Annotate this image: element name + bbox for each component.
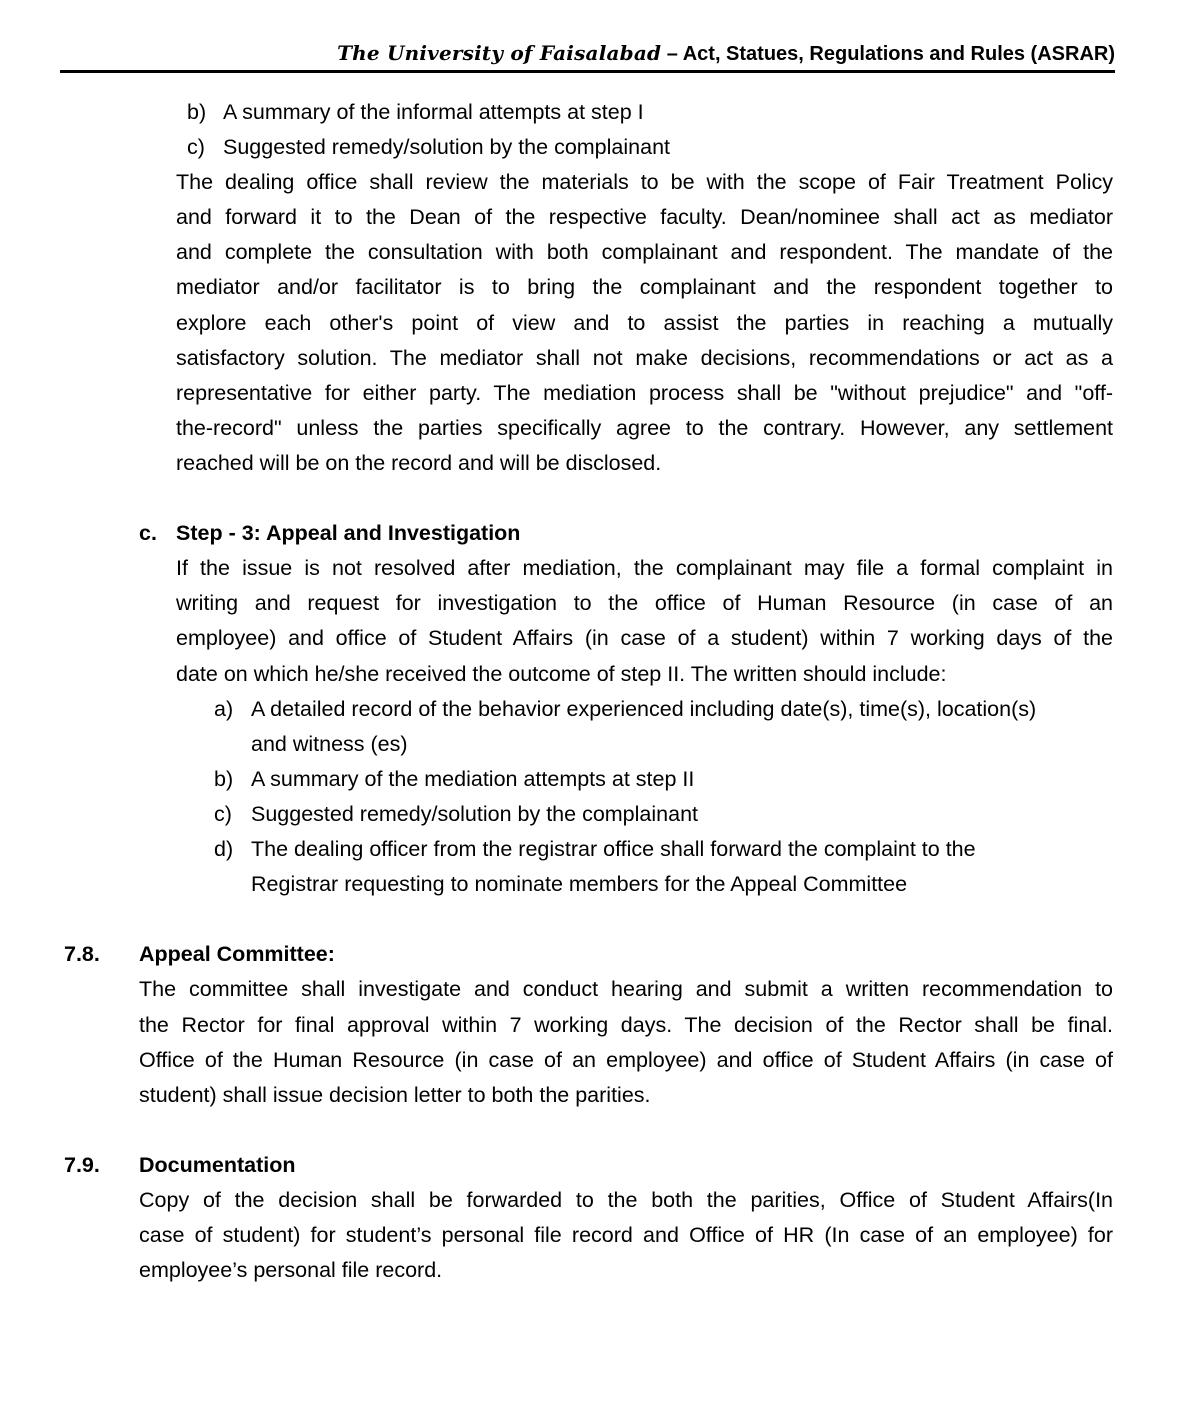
- list-marker: c): [187, 135, 205, 159]
- list-item: A summary of the informal attempts at step I: [223, 100, 644, 124]
- section-heading: Documentation: [139, 1153, 296, 1177]
- running-header: [60, 38, 1115, 69]
- paragraph-line: explore each other's point of view and to assist the parties in reaching a mutually: [176, 311, 1113, 335]
- paragraph-line: Office of the Human Resource (in case of an employee) and office of Student Affairs (in case of: [139, 1048, 1113, 1072]
- step-heading: Step - 3: Appeal and Investigation: [176, 521, 521, 545]
- list-marker: b): [214, 767, 234, 791]
- paragraph-line: and complete the consultation with both complainant and respondent. The mandate of the: [176, 240, 1113, 264]
- list-item-continuation: and witness (es): [251, 732, 408, 756]
- list-item: A detailed record of the behavior experienced including date(s), time(s), location(s): [251, 697, 1037, 721]
- paragraph-line: The committee shall investigate and conduct hearing and submit a written recommendation to: [139, 977, 1113, 1001]
- list-item: Suggested remedy/solution by the complainant: [251, 802, 698, 826]
- paragraph-line: representative for either party. The mediation process shall be "without prejudice" and "off-: [176, 381, 1113, 405]
- section-number: 7.9.: [64, 1153, 100, 1177]
- paragraph-line: and forward it to the Dean of the respective faculty. Dean/nominee shall act as mediator: [176, 205, 1113, 229]
- paragraph-line: the Rector for final approval within 7 working days. The decision of the Rector shall be final.: [139, 1013, 1113, 1037]
- list-item: A summary of the mediation attempts at step II: [251, 767, 695, 791]
- list-marker: b): [187, 100, 207, 124]
- section-marker: c.: [139, 521, 157, 545]
- paragraph-line: writing and request for investigation to the office of Human Resource (in case of an: [176, 591, 1113, 615]
- paragraph-line: date on which he/she received the outcome of step II. The written should include:: [176, 662, 947, 686]
- paragraph-line: reached will be on the record and will be disclosed.: [176, 451, 662, 475]
- paragraph-line: case of student) for student’s personal file record and Office of HR (In case of an employee) for: [139, 1223, 1113, 1247]
- university-name: The University of Faisalabad: [337, 41, 662, 65]
- document-title: – Act, Statues, Regulations and Rules (ASRAR): [661, 43, 1115, 65]
- paragraph-line: Copy of the decision shall be forwarded to the both the parities, Office of Student Affairs(In: [139, 1188, 1113, 1212]
- paragraph-line: The dealing office shall review the materials to be with the scope of Fair Treatment Policy: [176, 170, 1113, 194]
- list-marker: d): [214, 837, 234, 861]
- list-marker: c): [214, 802, 232, 826]
- paragraph-line: satisfactory solution. The mediator shall not make decisions, recommendations or act as a: [176, 346, 1113, 370]
- paragraph-line: employee) and office of Student Affairs (in case of a student) within 7 working days of the: [176, 626, 1113, 650]
- paragraph-line: If the issue is not resolved after mediation, the complainant may file a formal complaint in: [176, 556, 1113, 580]
- list-item: The dealing officer from the registrar office shall forward the complaint to the: [251, 837, 976, 861]
- list-item: Suggested remedy/solution by the complainant: [223, 135, 670, 159]
- paragraph-line: the-record" unless the parties specifically agree to the contrary. However, any settlement: [176, 416, 1113, 440]
- paragraph-line: student) shall issue decision letter to both the parities.: [139, 1083, 651, 1107]
- section-number: 7.8.: [64, 942, 100, 966]
- header-rule: [60, 70, 1115, 73]
- section-heading: Appeal Committee:: [139, 942, 335, 966]
- paragraph-line: mediator and/or facilitator is to bring the complainant and the respondent together to: [176, 275, 1113, 299]
- list-item-continuation: Registrar requesting to nominate members for the Appeal Committee: [251, 872, 908, 896]
- paragraph-line: employee’s personal file record.: [139, 1258, 443, 1282]
- list-marker: a): [214, 697, 234, 721]
